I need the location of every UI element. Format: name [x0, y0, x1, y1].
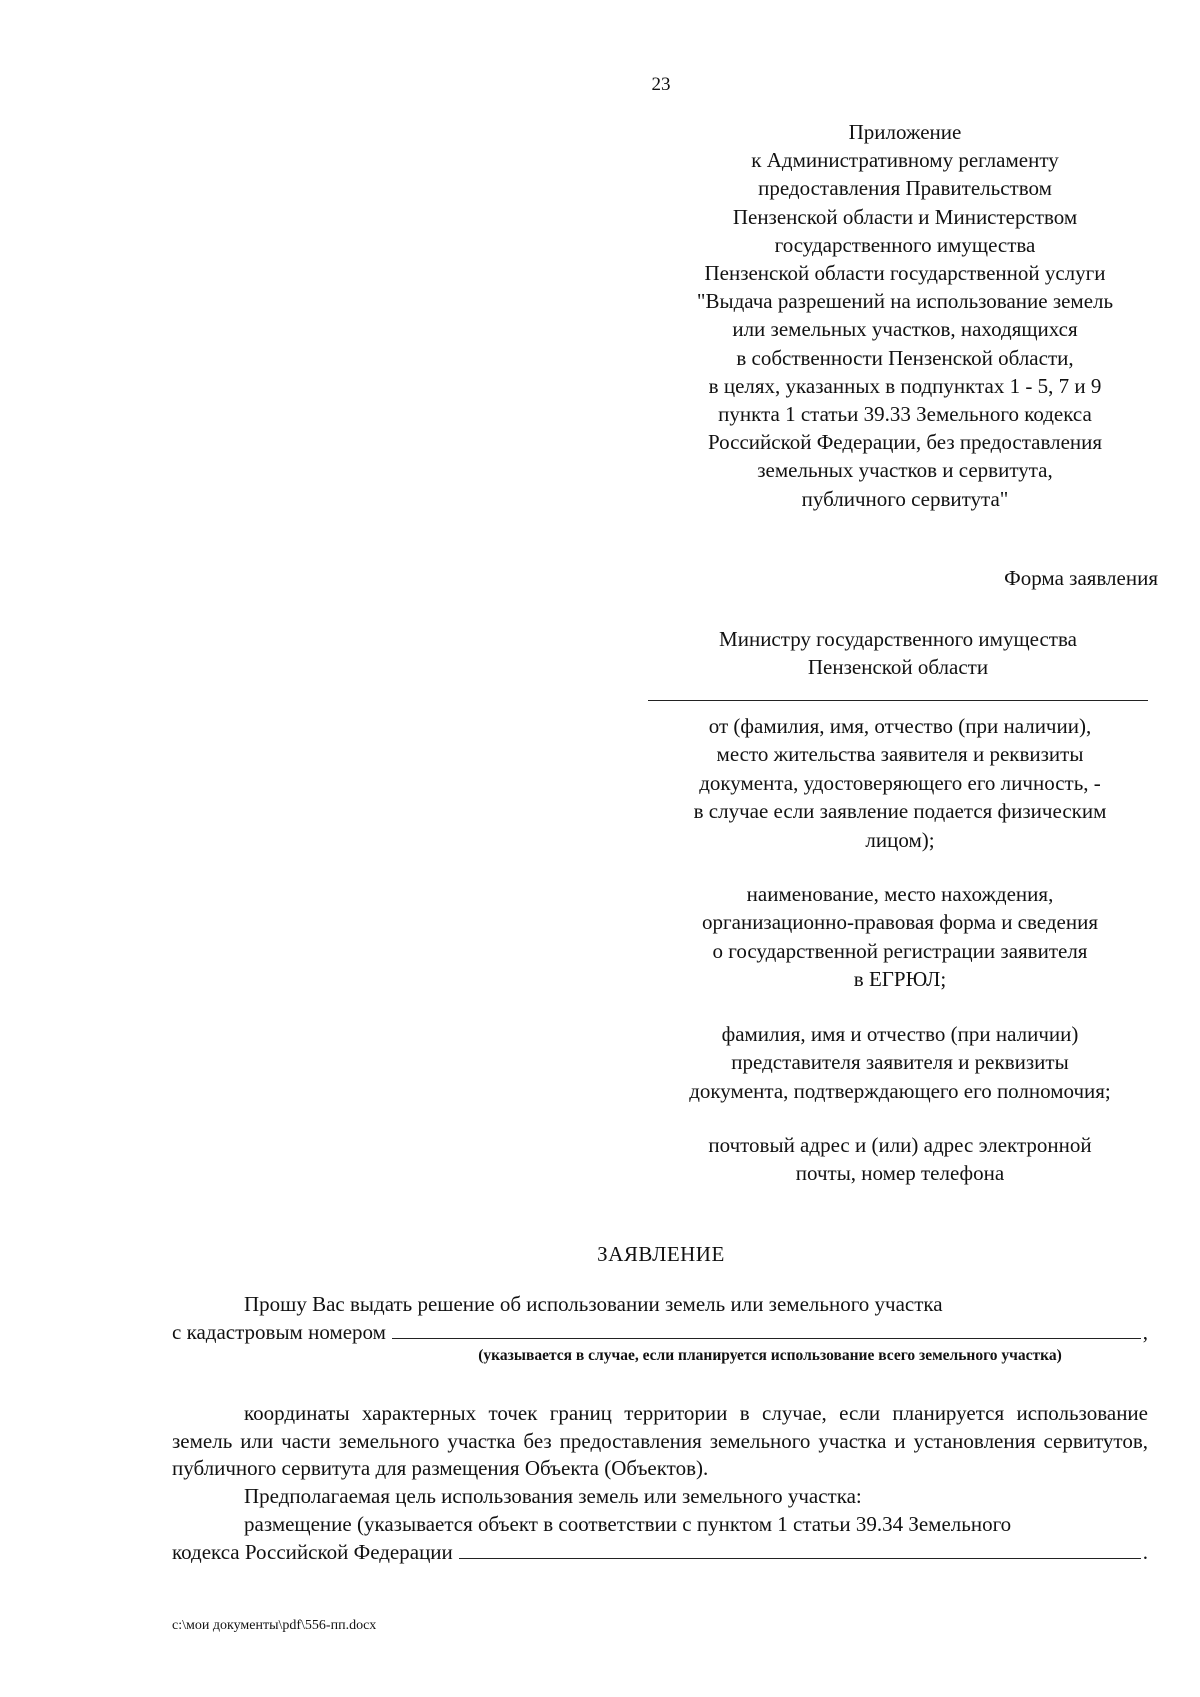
- placement-code-line: [172, 1539, 1148, 1567]
- applicant-line: документа, подтверждающего его полномочия;: [689, 1078, 1111, 1103]
- representative-block: [640, 1020, 1160, 1105]
- appendix-line: в целях, указанных в подпунктах 1 - 5, 7 и 9: [708, 373, 1102, 398]
- addressee-line: Министру государственного имущества: [719, 627, 1077, 651]
- appendix-line: предоставления Правительством: [758, 176, 1052, 201]
- applicant-line: место жительства заявителя и реквизиты: [716, 742, 1084, 767]
- applicant-line: лицом);: [865, 827, 935, 852]
- appendix-line: в собственности Пензенской области,: [736, 345, 1074, 370]
- cadastral-note: (указывается в случае, если планируется использование всего земельного участка): [478, 1347, 1062, 1364]
- appendix-line: Приложение: [848, 120, 962, 144]
- purpose-paragraph: Предполагаемая цель использования земель или земельного участка:: [244, 1484, 862, 1508]
- appendix-line: Пензенской области государственной услуги: [704, 261, 1106, 286]
- applicant-legal-block: [640, 880, 1160, 994]
- request-paragraph: [172, 1291, 1148, 1346]
- cadastral-number-blank[interactable]: [392, 1320, 1141, 1339]
- appendix-line: "Выдача разрешений на использование земель: [696, 289, 1114, 314]
- appendix-line: к Административному регламенту: [751, 148, 1059, 173]
- appendix-line: пункта 1 статьи 39.33 Земельного кодекса: [718, 402, 1092, 427]
- applicant-line: наименование, место нахождения,: [746, 882, 1054, 906]
- addressee: [648, 625, 1148, 681]
- applicant-line: в случае если заявление подается физическим: [693, 799, 1107, 824]
- placement-paragraph: [172, 1511, 1148, 1566]
- applicant-line: от (фамилия, имя, отчество (при наличии),: [708, 714, 1092, 738]
- placement-suffix: .: [1142, 1539, 1148, 1564]
- applicant-individual-block: [640, 712, 1160, 854]
- appendix-line: публичного сервитута": [801, 486, 1009, 511]
- applicant-line: почты, номер телефона: [795, 1161, 1005, 1186]
- cadastral-suffix: ,: [1142, 1319, 1148, 1344]
- cadastral-line: [172, 1319, 1148, 1347]
- addressee-line: Пензенской области: [807, 655, 989, 679]
- applicant-line: организационно-правовая форма и сведения: [702, 910, 1098, 935]
- applicant-line: документа, удостоверяющего его личность, -: [699, 770, 1101, 795]
- placement-code-label: кодекса Российской Федерации: [172, 1539, 453, 1564]
- applicant-line: почтовый адрес и (или) адрес электронной: [708, 1133, 1092, 1157]
- footer-file-path: c:\мои документы\pdf\556-пп.docx: [172, 1618, 377, 1633]
- placement-line: размещение (указывается объект в соответствии с пунктом 1 статьи 39.34 Земельного: [244, 1512, 1012, 1536]
- applicant-line: фамилия, имя и отчество (при наличии): [721, 1022, 1079, 1046]
- appendix-line: Российской Федерации, без предоставления: [707, 430, 1103, 455]
- addressee-blank-line: [648, 700, 1148, 701]
- cadastral-label: с кадастровым номером: [172, 1319, 386, 1344]
- appendix-header: [640, 118, 1170, 513]
- appendix-line: земельных участков и сервитута,: [757, 458, 1053, 483]
- appendix-line: или земельных участков, находящихся: [732, 317, 1078, 342]
- form-label: Форма заявления: [1004, 566, 1158, 590]
- document-title: ЗАЯВЛЕНИЕ: [597, 1242, 725, 1266]
- page-number: 23: [651, 74, 671, 95]
- appendix-line: Пензенской области и Министерством: [732, 204, 1078, 229]
- request-line: Прошу Вас выдать решение об использовании земель или земельного участка: [244, 1292, 943, 1316]
- appendix-line: государственного имущества: [774, 232, 1036, 257]
- applicant-line: о государственной регистрации заявителя: [712, 938, 1088, 963]
- coordinates-paragraph: координаты характерных точек границ территории в случае, если планируется использование земель или части земельного участка без предоставления земельного участка и установления сервитутов, публичного сервитута для размещения Объекта (Объектов).: [172, 1401, 1148, 1480]
- contact-block: [640, 1131, 1160, 1188]
- applicant-line: представителя заявителя и реквизиты: [731, 1050, 1069, 1075]
- placement-object-blank[interactable]: [459, 1540, 1141, 1559]
- applicant-line: в ЕГРЮЛ;: [853, 967, 947, 992]
